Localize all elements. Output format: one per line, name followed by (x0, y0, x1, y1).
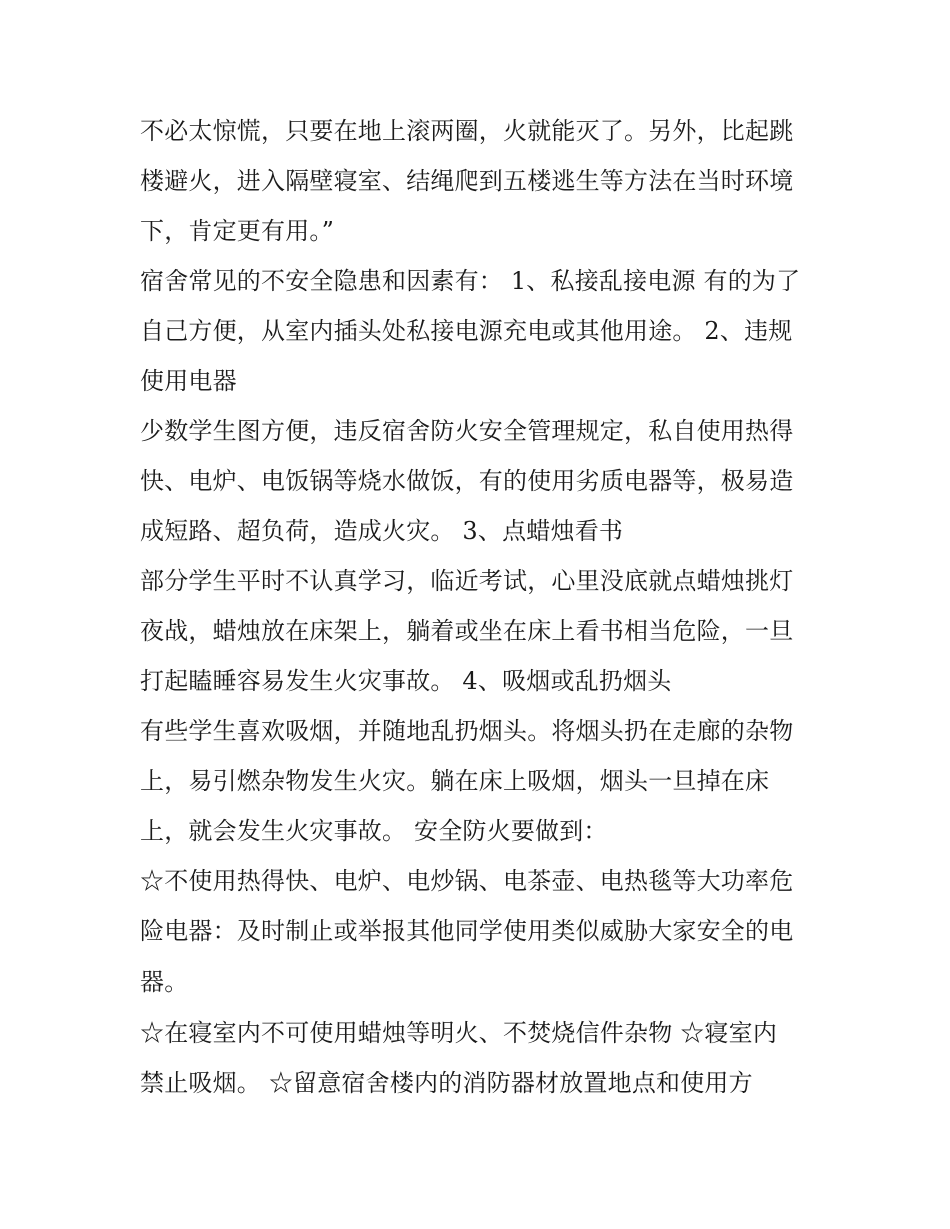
text-line: 夜战，蜡烛放在床架上，躺着或坐在床上看书相当危险，一旦 (140, 617, 794, 645)
text-line: ☆不使用热得快、电炉、电炒锅、电茶壶、电热毯等大功率危 (140, 867, 794, 895)
text-line: 险电器：及时制止或举报其他同学使用类似威胁大家安全的电 (140, 917, 794, 945)
text-line: 宿舍常见的不安全隐患和因素有： 1、私接乱接电源 有的为了 (140, 267, 801, 295)
text-line: 自己方便，从室内插头处私接电源充电或其他用途。 2、违规 (140, 317, 793, 345)
text-line: 有些学生喜欢吸烟，并随地乱扔烟头。将烟头扔在走廊的杂物 (140, 717, 794, 745)
document-body (140, 106, 820, 1108)
text-line: 楼避火，进入隔壁寝室、结绳爬到五楼逃生等方法在当时环境 (140, 167, 794, 195)
text-line: ☆在寝室内不可使用蜡烛等明火、不焚烧信件杂物 ☆寝室内 (140, 1019, 778, 1047)
text-line: 成短路、超负荷，造成火灾。 3、点蜡烛看书 (140, 517, 624, 545)
text-line: 不必太惊慌，只要在地上滚两圈，火就能灭了。另外，比起跳 (140, 117, 794, 145)
text-line: 上，易引燃杂物发生火灾。躺在床上吸烟，烟头一旦掉在床 (140, 767, 770, 795)
text-line: 禁止吸烟。 ☆留意宿舍楼内的消防器材放置地点和使用方 (140, 1069, 753, 1097)
text-line: 部分学生平时不认真学习，临近考试，心里没底就点蜡烛挑灯 (140, 567, 794, 595)
text-line: 快、电炉、电饭锅等烧水做饭，有的使用劣质电器等，极易造 (140, 467, 794, 495)
text-line: 少数学生图方便，违反宿舍防火安全管理规定，私自使用热得 (140, 417, 794, 445)
text-line: 下，肯定更有用。” (140, 217, 335, 245)
text-line: 使用电器 (140, 367, 237, 395)
text-line: 打起瞌睡容易发生火灾事故。 4、吸烟或乱扔烟头 (140, 667, 672, 695)
text-line: 器。 (140, 968, 189, 996)
text-line: 上，就会发生火灾事故。 安全防火要做到： (140, 817, 608, 845)
